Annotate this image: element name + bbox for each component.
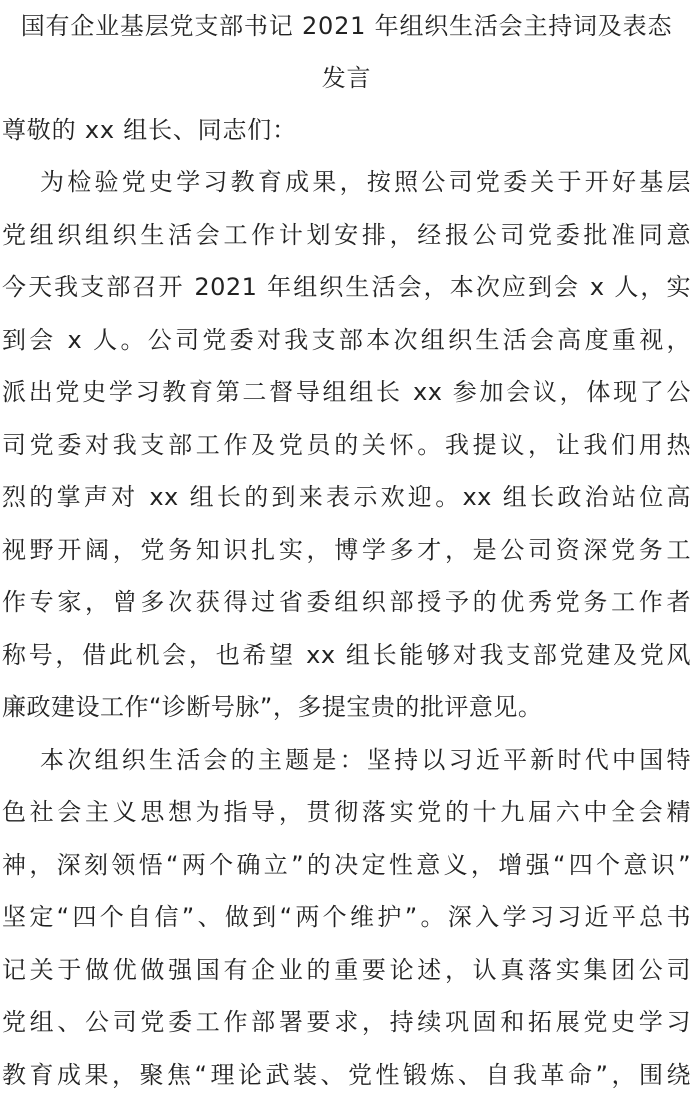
paragraph-1-line-2: 党组织组织生活会工作计划安排，经报公司党委批准同意 <box>2 209 691 262</box>
paragraph-1-line-7: 烈的掌声对 xx 组长的到来表示欢迎。xx 组长政治站位高 <box>2 471 691 524</box>
paragraph-2-line-2: 色社会主义思想为指导，贯彻落实党的十九届六中全会精 <box>2 786 691 839</box>
paragraph-1-line-8: 视野开阔，党务知识扎实，博学多才，是公司资深党务工 <box>2 524 691 577</box>
paragraph-2-line-7: 教育成果，聚焦“理论武装、党性锻炼、自我革命”，围绕 <box>2 1049 691 1101</box>
paragraph-2-line-6: 党组、公司党委工作部署要求，持续巩固和拓展党史学习 <box>2 996 691 1049</box>
document-title <box>2 0 691 104</box>
paragraph-2 <box>2 734 691 1101</box>
paragraph-2-line-5: 记关于做优做强国有企业的重要论述，认真落实集团公司 <box>2 944 691 997</box>
paragraph-1-line-4: 到会 x 人。公司党委对我支部本次组织生活会高度重视， <box>2 314 691 367</box>
paragraph-1-line-1: 为检验党史学习教育成果，按照公司党委关于开好基层 <box>2 156 691 209</box>
salutation: 尊敬的 xx 组长、同志们： <box>2 104 691 156</box>
paragraph-1-line-6: 司党委对我支部工作及党员的关怀。我提议，让我们用热 <box>2 419 691 472</box>
document-title-line-1: 国有企业基层党支部书记 2021 年组织生活会主持词及表态 <box>2 0 691 52</box>
document-title-line-2: 发言 <box>2 52 691 104</box>
paragraph-1-line-5: 派出党史学习教育第二督导组组长 xx 参加会议，体现了公 <box>2 366 691 419</box>
paragraph-1-line-11: 廉政建设工作“诊断号脉”，多提宝贵的批评意见。 <box>2 681 691 734</box>
paragraph-1 <box>2 156 691 734</box>
paragraph-2-line-3: 神，深刻领悟“两个确立”的决定性意义，增强“四个意识” <box>2 839 691 892</box>
paragraph-1-line-10: 称号，借此机会，也希望 xx 组长能够对我支部党建及党风 <box>2 629 691 682</box>
paragraph-1-line-3: 今天我支部召开 2021 年组织生活会，本次应到会 x 人，实 <box>2 261 691 314</box>
paragraph-2-line-1: 本次组织生活会的主题是：坚持以习近平新时代中国特 <box>2 734 691 787</box>
paragraph-2-line-4: 坚定“四个自信”、做到“两个维护”。深入学习习近平总书 <box>2 891 691 944</box>
paragraph-1-line-9: 作专家，曾多次获得过省委组织部授予的优秀党务工作者 <box>2 576 691 629</box>
